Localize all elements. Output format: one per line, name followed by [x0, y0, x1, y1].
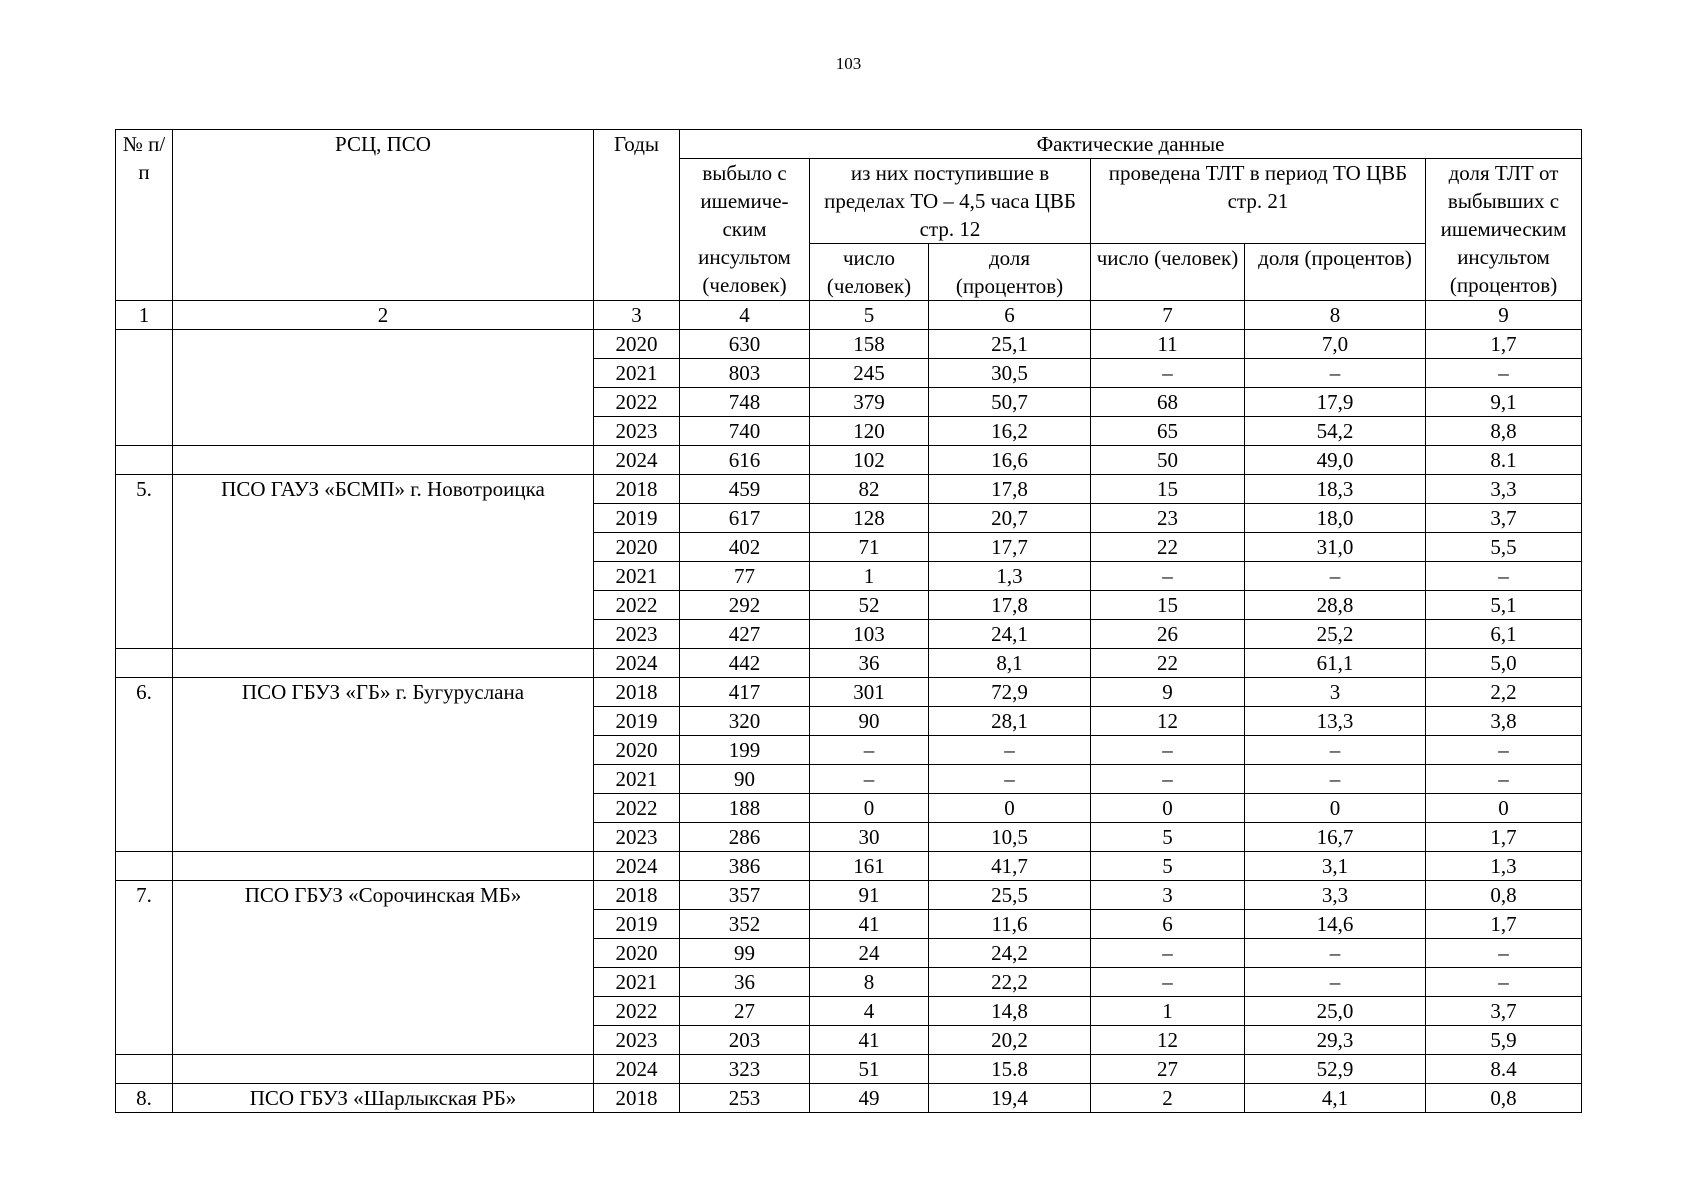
tlt-count-cell: 2 — [1091, 1084, 1245, 1113]
tlt-share-cell: 17,9 — [1245, 388, 1426, 417]
within-to-share-cell: 8,1 — [929, 649, 1091, 678]
within-to-share-cell: 17,8 — [929, 475, 1091, 504]
tlt-share-cell: – — [1245, 736, 1426, 765]
year-cell: 2018 — [594, 1084, 680, 1113]
within-to-share-cell: 22,2 — [929, 968, 1091, 997]
table-row — [116, 852, 1582, 881]
dropped-cell: 427 — [680, 620, 810, 649]
within-to-count-cell: 36 — [810, 649, 929, 678]
dropped-cell: 320 — [680, 707, 810, 736]
year-cell: 2021 — [594, 765, 680, 794]
dropped-cell: 90 — [680, 765, 810, 794]
tlt-from-dropped-cell: 1,7 — [1426, 910, 1582, 939]
within-to-count-cell: 1 — [810, 562, 929, 591]
within-to-count-cell: 52 — [810, 591, 929, 620]
tlt-share-cell: – — [1245, 359, 1426, 388]
tlt-count-cell: 22 — [1091, 533, 1245, 562]
tlt-from-dropped-cell: 6,1 — [1426, 620, 1582, 649]
header-actual: Фактические данные — [680, 130, 1582, 159]
tlt-share-cell: 54,2 — [1245, 417, 1426, 446]
dropped-cell: 740 — [680, 417, 810, 446]
row-number — [116, 852, 173, 881]
tlt-share-cell: 0 — [1245, 794, 1426, 823]
tlt-count-cell: 15 — [1091, 475, 1245, 504]
tlt-count-cell: 3 — [1091, 881, 1245, 910]
within-to-share-cell: 50,7 — [929, 388, 1091, 417]
within-to-count-cell: 128 — [810, 504, 929, 533]
tlt-count-cell: 11 — [1091, 330, 1245, 359]
tlt-share-cell: 4,1 — [1245, 1084, 1426, 1113]
tlt-from-dropped-cell: 0,8 — [1426, 1084, 1582, 1113]
year-cell: 2018 — [594, 881, 680, 910]
within-to-share-cell: 11,6 — [929, 910, 1091, 939]
within-to-share-cell: 1,3 — [929, 562, 1091, 591]
tlt-count-cell: – — [1091, 562, 1245, 591]
year-cell: 2018 — [594, 678, 680, 707]
within-to-share-cell: – — [929, 765, 1091, 794]
tlt-count-cell: 22 — [1091, 649, 1245, 678]
index-cell: 6 — [929, 301, 1091, 330]
within-to-share-cell: 16,2 — [929, 417, 1091, 446]
tlt-from-dropped-cell: 0 — [1426, 794, 1582, 823]
table-row — [116, 446, 1582, 475]
year-cell: 2020 — [594, 939, 680, 968]
tlt-from-dropped-cell: 3,8 — [1426, 707, 1582, 736]
tlt-count-cell: 65 — [1091, 417, 1245, 446]
tlt-count-cell: 12 — [1091, 1026, 1245, 1055]
dropped-cell: 27 — [680, 997, 810, 1026]
year-cell: 2023 — [594, 620, 680, 649]
dropped-cell: 386 — [680, 852, 810, 881]
within-to-count-cell: 41 — [810, 1026, 929, 1055]
dropped-cell: 77 — [680, 562, 810, 591]
tlt-from-dropped-cell: 0,8 — [1426, 881, 1582, 910]
year-cell: 2021 — [594, 562, 680, 591]
header-no: № п/п — [116, 130, 173, 301]
table-row — [116, 678, 1582, 707]
dropped-cell: 253 — [680, 1084, 810, 1113]
tlt-from-dropped-cell: – — [1426, 968, 1582, 997]
dropped-cell: 292 — [680, 591, 810, 620]
tlt-share-cell: 16,7 — [1245, 823, 1426, 852]
dropped-cell: 323 — [680, 1055, 810, 1084]
tlt-share-cell: – — [1245, 562, 1426, 591]
tlt-count-cell: – — [1091, 939, 1245, 968]
within-to-count-cell: 379 — [810, 388, 929, 417]
dropped-cell: 357 — [680, 881, 810, 910]
row-number — [116, 330, 173, 446]
year-cell: 2020 — [594, 330, 680, 359]
tlt-share-cell: 3,3 — [1245, 881, 1426, 910]
year-cell: 2022 — [594, 997, 680, 1026]
header-years: Годы — [594, 130, 680, 301]
tlt-share-cell: 31,0 — [1245, 533, 1426, 562]
organization-name — [173, 446, 594, 475]
tlt-share-cell: – — [1245, 939, 1426, 968]
tlt-from-dropped-cell: 2,2 — [1426, 678, 1582, 707]
within-to-count-cell: 91 — [810, 881, 929, 910]
dropped-cell: 459 — [680, 475, 810, 504]
year-cell: 2022 — [594, 591, 680, 620]
within-to-count-cell: 103 — [810, 620, 929, 649]
tlt-from-dropped-cell: 3,7 — [1426, 997, 1582, 1026]
within-to-share-cell: 19,4 — [929, 1084, 1091, 1113]
within-to-share-cell: 0 — [929, 794, 1091, 823]
index-cell: 3 — [594, 301, 680, 330]
dropped-cell: 442 — [680, 649, 810, 678]
tlt-count-cell: – — [1091, 968, 1245, 997]
tlt-share-cell: 25,2 — [1245, 620, 1426, 649]
tlt-count-cell: – — [1091, 359, 1245, 388]
year-cell: 2023 — [594, 1026, 680, 1055]
organization-name — [173, 330, 594, 446]
within-to-count-cell: 102 — [810, 446, 929, 475]
year-cell: 2024 — [594, 446, 680, 475]
tlt-share-cell: 18,0 — [1245, 504, 1426, 533]
year-cell: 2020 — [594, 533, 680, 562]
tlt-from-dropped-cell: 3,3 — [1426, 475, 1582, 504]
tlt-from-dropped-cell: – — [1426, 736, 1582, 765]
within-to-count-cell: 82 — [810, 475, 929, 504]
dropped-cell: 36 — [680, 968, 810, 997]
header-within-to: из них поступившие в пределах ТО – 4,5 часа ЦВБ стр. 12 — [810, 159, 1091, 244]
year-cell: 2021 — [594, 968, 680, 997]
index-cell: 4 — [680, 301, 810, 330]
year-cell: 2024 — [594, 649, 680, 678]
tlt-count-cell: 50 — [1091, 446, 1245, 475]
within-to-share-cell: 25,5 — [929, 881, 1091, 910]
dropped-cell: 617 — [680, 504, 810, 533]
table-row — [116, 881, 1582, 910]
tlt-share-cell: 52,9 — [1245, 1055, 1426, 1084]
index-cell: 7 — [1091, 301, 1245, 330]
tlt-count-cell: 6 — [1091, 910, 1245, 939]
tlt-from-dropped-cell: 3,7 — [1426, 504, 1582, 533]
tlt-share-cell: – — [1245, 765, 1426, 794]
tlt-from-dropped-cell: – — [1426, 359, 1582, 388]
tlt-share-cell: 14,6 — [1245, 910, 1426, 939]
index-cell: 5 — [810, 301, 929, 330]
tlt-share-cell: – — [1245, 968, 1426, 997]
within-to-share-cell: 25,1 — [929, 330, 1091, 359]
tlt-share-cell: 3 — [1245, 678, 1426, 707]
tlt-from-dropped-cell: 1,7 — [1426, 330, 1582, 359]
table-header — [116, 130, 1582, 330]
tlt-from-dropped-cell: 8.4 — [1426, 1055, 1582, 1084]
within-to-count-cell: – — [810, 736, 929, 765]
header-share-percent: доля (процентов) — [929, 244, 1091, 301]
tlt-count-cell: 9 — [1091, 678, 1245, 707]
dropped-cell: 402 — [680, 533, 810, 562]
tlt-count-cell: 27 — [1091, 1055, 1245, 1084]
year-cell: 2021 — [594, 359, 680, 388]
tlt-share-cell: 18,3 — [1245, 475, 1426, 504]
table-row — [116, 330, 1582, 359]
tlt-from-dropped-cell: 1,7 — [1426, 823, 1582, 852]
organization-name: ПСО ГБУЗ «ГБ» г. Бугуруслана — [173, 678, 594, 852]
organization-name — [173, 649, 594, 678]
tlt-share-cell: 28,8 — [1245, 591, 1426, 620]
within-to-share-cell: 72,9 — [929, 678, 1091, 707]
within-to-share-cell: 20,7 — [929, 504, 1091, 533]
year-cell: 2023 — [594, 417, 680, 446]
tlt-share-cell: 61,1 — [1245, 649, 1426, 678]
tlt-from-dropped-cell: – — [1426, 562, 1582, 591]
within-to-count-cell: 245 — [810, 359, 929, 388]
table-row — [116, 1084, 1582, 1113]
tlt-count-cell: 5 — [1091, 823, 1245, 852]
year-cell: 2022 — [594, 388, 680, 417]
within-to-count-cell: 71 — [810, 533, 929, 562]
within-to-share-cell: 14,8 — [929, 997, 1091, 1026]
year-cell: 2019 — [594, 910, 680, 939]
year-cell: 2024 — [594, 852, 680, 881]
within-to-share-cell: 16,6 — [929, 446, 1091, 475]
tlt-from-dropped-cell: 5,9 — [1426, 1026, 1582, 1055]
dropped-cell: 352 — [680, 910, 810, 939]
within-to-share-cell: 30,5 — [929, 359, 1091, 388]
tlt-count-cell: 68 — [1091, 388, 1245, 417]
header-count-persons: число (человек) — [810, 244, 929, 301]
dropped-cell: 203 — [680, 1026, 810, 1055]
dropped-cell: 630 — [680, 330, 810, 359]
year-cell: 2020 — [594, 736, 680, 765]
tlt-count-cell: 5 — [1091, 852, 1245, 881]
dropped-cell: 286 — [680, 823, 810, 852]
header-tlt-share: доля ТЛТ от выбывших с ишемическим инсультом (процентов) — [1426, 159, 1582, 301]
year-cell: 2019 — [594, 504, 680, 533]
within-to-count-cell: 49 — [810, 1084, 929, 1113]
dropped-cell: 803 — [680, 359, 810, 388]
table-body — [116, 330, 1582, 1113]
tlt-from-dropped-cell: – — [1426, 765, 1582, 794]
header-org: РСЦ, ПСО — [173, 130, 594, 301]
within-to-share-cell: 24,1 — [929, 620, 1091, 649]
header-index-row — [116, 301, 1582, 330]
tlt-from-dropped-cell: 5,0 — [1426, 649, 1582, 678]
header-count-persons-2: число (человек) — [1091, 244, 1245, 301]
within-to-count-cell: 158 — [810, 330, 929, 359]
tlt-count-cell: 0 — [1091, 794, 1245, 823]
tlt-from-dropped-cell: 9,1 — [1426, 388, 1582, 417]
row-number: 6. — [116, 678, 173, 852]
within-to-count-cell: 24 — [810, 939, 929, 968]
within-to-count-cell: – — [810, 765, 929, 794]
within-to-count-cell: 30 — [810, 823, 929, 852]
header-tlt-period: проведена ТЛТ в период ТО ЦВБ стр. 21 — [1091, 159, 1426, 244]
within-to-count-cell: 51 — [810, 1055, 929, 1084]
within-to-share-cell: 41,7 — [929, 852, 1091, 881]
row-number — [116, 1055, 173, 1084]
within-to-count-cell: 120 — [810, 417, 929, 446]
within-to-count-cell: 301 — [810, 678, 929, 707]
year-cell: 2022 — [594, 794, 680, 823]
dropped-cell: 99 — [680, 939, 810, 968]
within-to-count-cell: 161 — [810, 852, 929, 881]
index-cell: 9 — [1426, 301, 1582, 330]
within-to-count-cell: 4 — [810, 997, 929, 1026]
header-dropped: выбыло с ишемиче-ским инсультом (человек) — [680, 159, 810, 301]
year-cell: 2024 — [594, 1055, 680, 1084]
page-number: 103 — [835, 54, 862, 73]
table-row — [116, 649, 1582, 678]
index-cell: 2 — [173, 301, 594, 330]
within-to-share-cell: 20,2 — [929, 1026, 1091, 1055]
organization-name — [173, 1055, 594, 1084]
tlt-from-dropped-cell: 1,3 — [1426, 852, 1582, 881]
year-cell: 2023 — [594, 823, 680, 852]
tlt-from-dropped-cell: 5,1 — [1426, 591, 1582, 620]
dropped-cell: 748 — [680, 388, 810, 417]
tlt-share-cell: 49,0 — [1245, 446, 1426, 475]
tlt-count-cell: 12 — [1091, 707, 1245, 736]
dropped-cell: 199 — [680, 736, 810, 765]
tlt-count-cell: – — [1091, 736, 1245, 765]
tlt-from-dropped-cell: – — [1426, 939, 1582, 968]
tlt-count-cell: 1 — [1091, 997, 1245, 1026]
year-cell: 2019 — [594, 707, 680, 736]
tlt-count-cell: – — [1091, 765, 1245, 794]
within-to-share-cell: 28,1 — [929, 707, 1091, 736]
tlt-share-cell: 3,1 — [1245, 852, 1426, 881]
within-to-share-cell: – — [929, 736, 1091, 765]
dropped-cell: 616 — [680, 446, 810, 475]
row-number — [116, 446, 173, 475]
tlt-count-cell: 15 — [1091, 591, 1245, 620]
tlt-count-cell: 26 — [1091, 620, 1245, 649]
organization-name: ПСО ГБУЗ «Шарлыкская РБ» — [173, 1084, 594, 1113]
table-row — [116, 475, 1582, 504]
year-cell: 2018 — [594, 475, 680, 504]
within-to-share-cell: 17,8 — [929, 591, 1091, 620]
organization-name: ПСО ГАУЗ «БСМП» г. Новотроицка — [173, 475, 594, 649]
organization-name — [173, 852, 594, 881]
organization-name: ПСО ГБУЗ «Сорочинская МБ» — [173, 881, 594, 1055]
tlt-from-dropped-cell: 8,8 — [1426, 417, 1582, 446]
row-number: 5. — [116, 475, 173, 649]
data-table — [115, 129, 1582, 1113]
tlt-count-cell: 23 — [1091, 504, 1245, 533]
tlt-share-cell: 25,0 — [1245, 997, 1426, 1026]
within-to-count-cell: 90 — [810, 707, 929, 736]
within-to-count-cell: 0 — [810, 794, 929, 823]
within-to-share-cell: 24,2 — [929, 939, 1091, 968]
table-row — [116, 1055, 1582, 1084]
within-to-share-cell: 10,5 — [929, 823, 1091, 852]
dropped-cell: 417 — [680, 678, 810, 707]
within-to-count-cell: 41 — [810, 910, 929, 939]
tlt-from-dropped-cell: 5,5 — [1426, 533, 1582, 562]
within-to-share-cell: 15.8 — [929, 1055, 1091, 1084]
tlt-share-cell: 29,3 — [1245, 1026, 1426, 1055]
row-number: 7. — [116, 881, 173, 1055]
dropped-cell: 188 — [680, 794, 810, 823]
within-to-share-cell: 17,7 — [929, 533, 1091, 562]
row-number — [116, 649, 173, 678]
header-share-percent-2: доля (процентов) — [1245, 244, 1426, 301]
tlt-share-cell: 7,0 — [1245, 330, 1426, 359]
index-cell: 1 — [116, 301, 173, 330]
row-number: 8. — [116, 1084, 173, 1113]
index-cell: 8 — [1245, 301, 1426, 330]
tlt-share-cell: 13,3 — [1245, 707, 1426, 736]
within-to-count-cell: 8 — [810, 968, 929, 997]
tlt-from-dropped-cell: 8.1 — [1426, 446, 1582, 475]
